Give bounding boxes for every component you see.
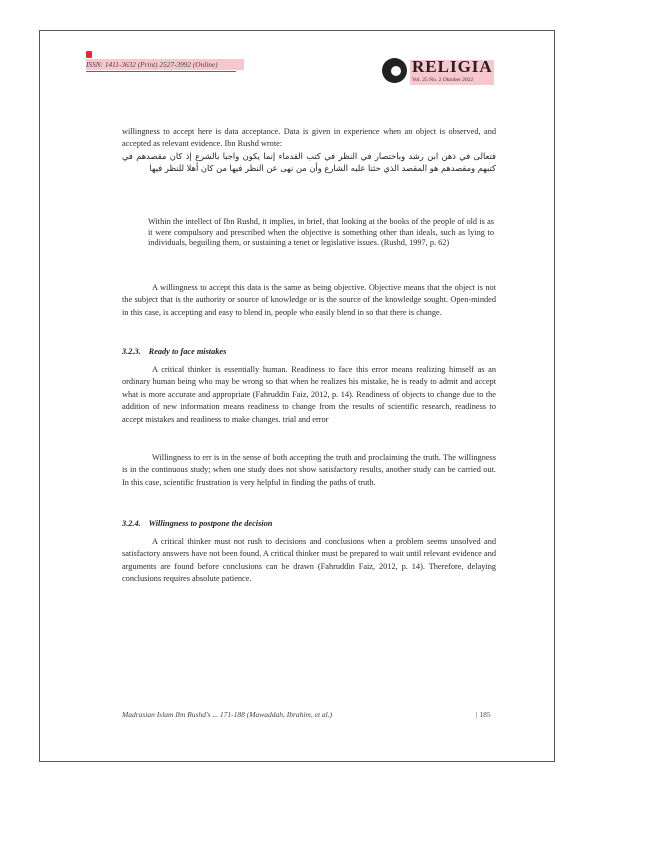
annotation-marker[interactable] (86, 51, 92, 58)
block-quote: Within the intellect of Ibn Rushd, it implies, in brief, that looking at the books of the people of old is as it were compulsory and prescribed when the objective is something other than ideals, such as lying to individuals, beguiling them, or sustaining a tenet or legislative issues. (Rushd, 1997, p. 62) (148, 217, 494, 247)
header-rule (86, 71, 236, 72)
journal-name: RELIGIA (412, 57, 493, 76)
postpone-paragraph: A critical thinker must not rush to decisions and conclusions when a problem seems unsolved and satisfactory answers have not been found. A critical thinker must be prepared to wait until relevant evidence and arguments are found before conclusions can be drawn (Fahruddin Faiz, 2012, p. 14). Therefore, delaying conclusions requires absolute patience. (122, 537, 496, 584)
objective-paragraph: A willingness to accept this data is the same as being objective. Objective means that the object is not the subject that is the authority or source of knowledge or is the source of the knowledge sought. Open-minded in this case, is accepting and easy to blend in, people who easily blend in so that there is change. (122, 283, 496, 317)
page-number: | 185 (476, 710, 491, 719)
section-title: Willingness to postpone the decision (148, 519, 273, 528)
journal-logo-icon (382, 58, 407, 83)
mistakes-paragraph-2: Willingness to err is in the sense of both accepting the truth and proclaiming the truth. The willingness is in the continuous study; when one study does not show satisfactory results, another study can be carried out. In this case, scientific frustration is very helpful in finding the paths of truth. (122, 453, 496, 487)
section-number: 3.2.4. (122, 519, 141, 528)
section-title: Ready to face mistakes (148, 347, 227, 356)
volume-info: Vol. 25 No. 2 Oktober 2022 (412, 77, 474, 83)
section-number: 3.2.3. (122, 347, 141, 356)
arabic-quote: فتعالى في ذهن ابن رشد وباختصار في النظر في كتب القدماء إنما يكون واجبا بالشرع إذ كان مقصدهم في كتبهم ومقصدهم هو المقصد الذي حثنا عليه الشارع وأن من نهى عن النظر فيها من كان أهلا للنظر فيها (122, 151, 496, 174)
section-heading-ready-to-face-mistakes (122, 346, 226, 358)
section-heading-postpone-decision (122, 518, 272, 530)
footer-citation: Madrasian Islam Ibn Rushd's ... 171-188 (Mawaddah, Ibrahim, et al.) (122, 710, 333, 719)
intro-paragraph: willingness to accept here is data acceptance. Data is given in experience when an object is observed, and accepted as relevant evidence. Ibn Rushd wrote: (122, 127, 496, 149)
issn-text: ISSN: 1411-3632 (Print) 2527-3992 (Online) (86, 59, 244, 70)
mistakes-paragraph-1: A critical thinker is essentially human. Readiness to face this error means realizing himself as an ordinary human being who may be wrong so that when he realizes his mistake, he is ready to admit and accept what is more accurate and appropriate (Fahruddin Faiz, 2012, p. 14). Readiness of objects to change due to the addition of new information means readiness to change from the results of scientific research, readiness to accept mistakes and readiness to make changes. trial and error (122, 365, 496, 424)
